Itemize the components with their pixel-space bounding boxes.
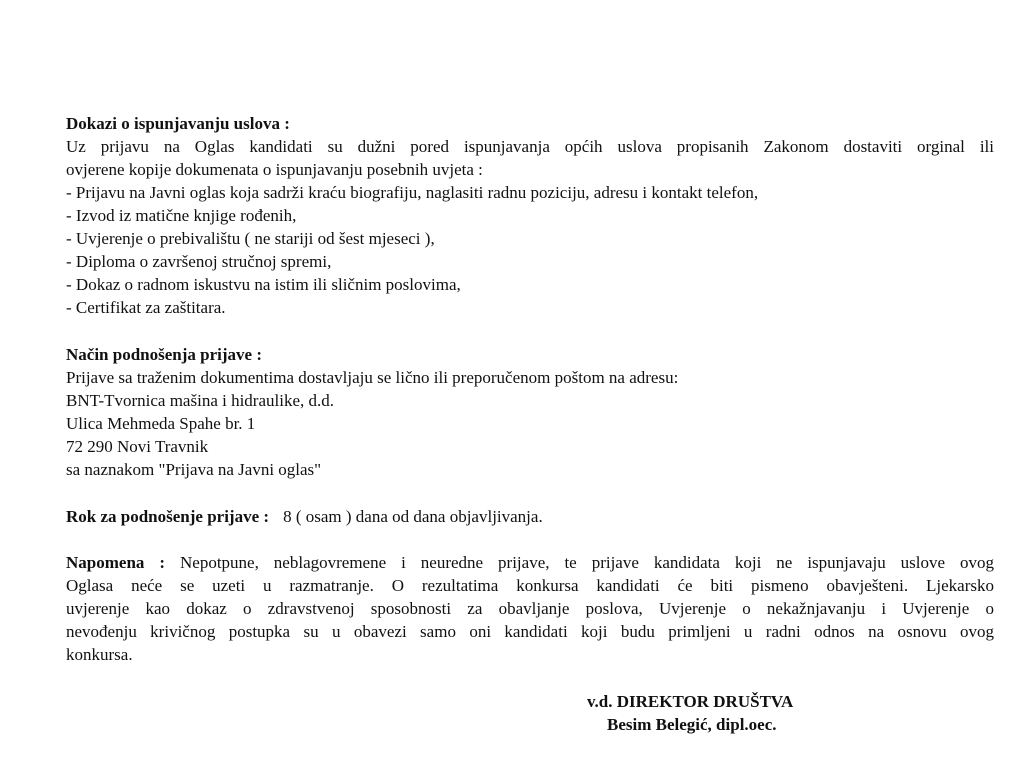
submission-city: 72 290 Novi Travnik bbox=[66, 437, 209, 456]
documents-item: - Prijavu na Javni oglas koja sadrži kraću biografiju, naglasiti radnu poziciju, adresu i kontakt telefon, bbox=[66, 183, 759, 202]
remark-line-4: nevođenju krivičnog postupka su u obavezi samo oni kandidati koji budu primljeni u radni odnos na osnovu ovog bbox=[66, 622, 994, 641]
submission-company: BNT-Tvornica mašina i hidraulike, d.d. bbox=[66, 391, 335, 410]
signature-title: v.d. DIREKTOR DRUŠTVA bbox=[587, 692, 794, 711]
remark-text-1: Nepotpune, neblagovremene i neuredne prijave, te prijave kandidata koji ne ispunjavaju uslove ovog bbox=[180, 553, 995, 572]
documents-intro-line-2: ovjerene kopije dokumenata o ispunjavanju posebnih uvjeta : bbox=[66, 160, 483, 179]
submission-intro: Prijave sa traženim dokumentima dostavljaju se lično ili preporučenom poštom na adresu: bbox=[66, 368, 679, 387]
documents-item: - Certifikat za zaštitara. bbox=[66, 298, 226, 317]
documents-item: - Dokaz o radnom iskustvu na istim ili sličnim poslovima, bbox=[66, 275, 461, 294]
documents-intro-line-1: Uz prijavu na Oglas kandidati su dužni pored ispunjavanja općih uslova propisanih Zakonom dostaviti orginal ili bbox=[66, 137, 994, 156]
submission-street: Ulica Mehmeda Spahe br. 1 bbox=[66, 414, 256, 433]
submission-note: sa naznakom "Prijava na Javni oglas" bbox=[66, 460, 322, 479]
remark-label: Napomena : bbox=[66, 553, 166, 572]
submission-heading: Način podnošenja prijave : bbox=[66, 345, 262, 364]
deadline-line bbox=[66, 505, 543, 528]
deadline-value: 8 ( osam ) dana od dana objavljivanja. bbox=[283, 507, 543, 526]
remark-line-2: Oglasa neće se uzeti u razmatranje. O rezultatima konkursa kandidati će biti pismeno obavješteni. Ljekarsko bbox=[66, 576, 994, 595]
deadline-label: Rok za podnošenje prijave : bbox=[66, 507, 270, 526]
documents-item: - Uvjerenje o prebivalištu ( ne stariji od šest mjeseci ), bbox=[66, 229, 435, 248]
remark-line-5: konkursa. bbox=[66, 645, 133, 664]
documents-heading: Dokazi o ispunjavanju uslova : bbox=[66, 114, 290, 133]
remark-line-3: uvjerenje kao dokaz o zdravstvenoj sposobnosti za obavljanje poslova, Uvjerenje o nekažnjavanju i Uvjerenje o bbox=[66, 599, 994, 618]
remark-line-1 bbox=[66, 551, 994, 574]
documents-item: - Izvod iz matične knjige rođenih, bbox=[66, 206, 297, 225]
signature-name: Besim Belegić, dipl.oec. bbox=[607, 715, 777, 734]
documents-item: - Diploma o završenoj stručnoj spremi, bbox=[66, 252, 332, 271]
